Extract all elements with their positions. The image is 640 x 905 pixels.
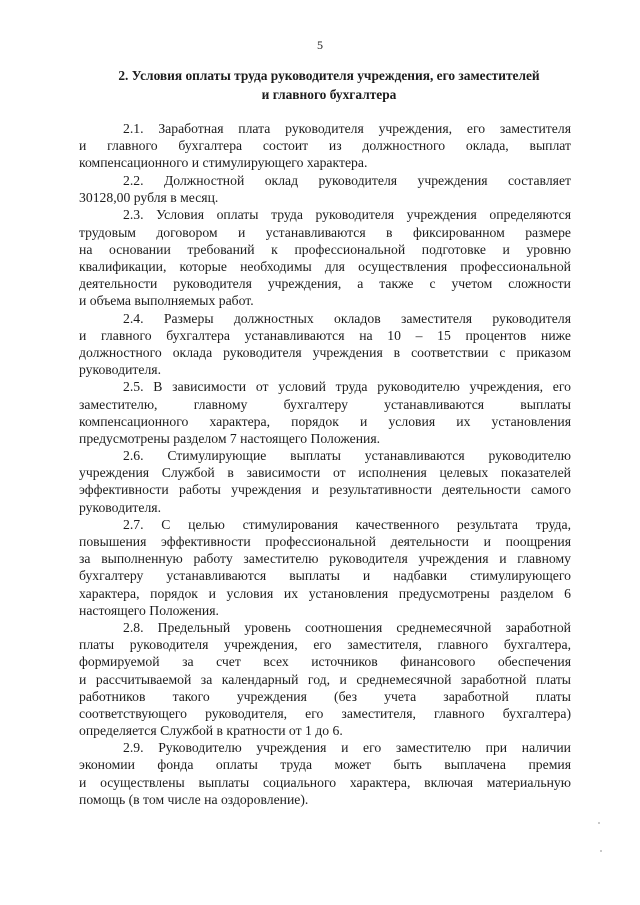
paragraph-2-2 — [79, 172, 571, 206]
paragraph-line: учреждения Службой в зависимости от исполнения целевых показателей — [79, 465, 571, 481]
paragraph-line: 2.1. Заработная плата руководителя учреждения, его заместителя — [123, 121, 571, 136]
paragraph-line: соответствующего руководителя, его заместителя, главного бухгалтера) — [79, 705, 571, 721]
paragraph-2-1 — [79, 120, 571, 171]
paragraph-line: на основании требований к профессиональной подготовке и уровню — [79, 241, 571, 257]
paragraph-line: экономии фонда оплаты труда может быть выплачена премия — [79, 757, 571, 773]
paragraph-line: предусмотрены разделом 7 настоящего Положения. — [79, 430, 381, 446]
paragraph-line: 2.4. Размеры должностных окладов заместителя руководителя — [123, 310, 571, 326]
section-title — [78, 66, 580, 104]
paragraph-line: компенсационного и стимулирующего характера. — [79, 155, 368, 171]
paragraph-line: 2.9. Руководителю учреждения и его заместителю при наличии — [123, 740, 571, 756]
paragraph-line: 2.8. Предельный уровень соотношения среднемесячной заработной — [123, 620, 571, 636]
paragraph-line: формируемой за счет всех источников финансового обеспечения — [79, 654, 571, 670]
section-title-line: 2. Условия оплаты труда руководителя учреждения, его заместителей — [118, 68, 540, 83]
paragraph-line: помощь (в том числе на оздоровление). — [79, 791, 309, 807]
paragraph-line: заместителю, главному бухгалтеру устанавливаются выплаты — [79, 396, 571, 412]
paragraph-line: руководителя. — [79, 361, 162, 377]
scan-speck — [600, 850, 602, 852]
paragraph-line: деятельности руководителя учреждения, а также с учетом сложности — [79, 275, 571, 291]
paragraph-line: характера, порядок и условия их установления предусмотрены разделом 6 — [79, 585, 571, 601]
document-body — [79, 120, 571, 808]
paragraph-2-5 — [79, 378, 571, 446]
paragraph-line: 30128,00 рубля в месяц. — [79, 189, 219, 205]
paragraph-line: 2.6. Стимулирующие выплаты устанавливаются руководителю — [123, 448, 571, 464]
paragraph-line: и главного бухгалтера устанавливаются на 10 – 15 процентов ниже — [79, 327, 571, 343]
paragraph-line: и объема выполняемых работ. — [79, 292, 254, 308]
paragraph-2-4 — [79, 310, 571, 378]
paragraph-line: 2.2. Должностной оклад руководителя учреждения составляет — [123, 172, 571, 188]
paragraph-line: и главного бухгалтера состоит из должностного оклада, выплат — [79, 138, 571, 154]
paragraph-line: 2.5. В зависимости от условий труда руководителю учреждения, его — [123, 379, 571, 395]
paragraph-line: 2.3. Условия оплаты труда руководителя учреждения определяются — [123, 207, 571, 223]
paragraph-line: 2.7. С целью стимулирования качественного результата труда, — [123, 517, 571, 533]
paragraph-line: эффективности работы учреждения и результативности деятельности самого — [79, 482, 571, 498]
paragraph-line: за выполненную работу заместителю руководителя учреждения и главному — [79, 551, 571, 567]
paragraph-line: повышения эффективности профессиональной деятельности и поощрения — [79, 534, 571, 550]
paragraph-line: работников такого учреждения (без учета заработной платы — [79, 688, 571, 704]
paragraph-line: и рассчитываемой за календарный год, и среднемесячной заработной платы — [79, 671, 571, 687]
paragraph-line: и осуществлены выплаты социального характера, включая материальную — [79, 774, 571, 790]
paragraph-line: квалификации, которые необходимы для осуществления профессиональной — [79, 258, 571, 274]
paragraph-line: платы руководителя учреждения, его заместителя, главного бухгалтера, — [79, 637, 571, 653]
paragraph-line: компенсационного характера, порядок и условия их установления — [79, 413, 571, 429]
paragraph-2-7 — [79, 516, 571, 619]
paragraph-line: трудовым договором и устанавливаются в фиксированном размере — [79, 224, 571, 240]
page-number: 5 — [317, 38, 323, 52]
paragraph-line: бухгалтеру устанавливаются выплаты и надбавки стимулирующего — [79, 568, 571, 584]
paragraph-line: должностного оклада руководителя учреждения в соответствии с приказом — [79, 344, 571, 360]
paragraph-2-6 — [79, 447, 571, 515]
paragraph-2-9 — [79, 739, 571, 807]
section-title-line: и главного бухгалтера — [261, 87, 397, 102]
paragraph-line: руководителя. — [79, 499, 162, 515]
paragraph-2-3 — [79, 206, 571, 309]
paragraph-2-8 — [79, 619, 571, 739]
scan-speck — [598, 822, 600, 824]
paragraph-line: настоящего Положения. — [79, 602, 219, 618]
paragraph-line: определяется Службой в кратности от 1 до 6. — [79, 722, 343, 738]
